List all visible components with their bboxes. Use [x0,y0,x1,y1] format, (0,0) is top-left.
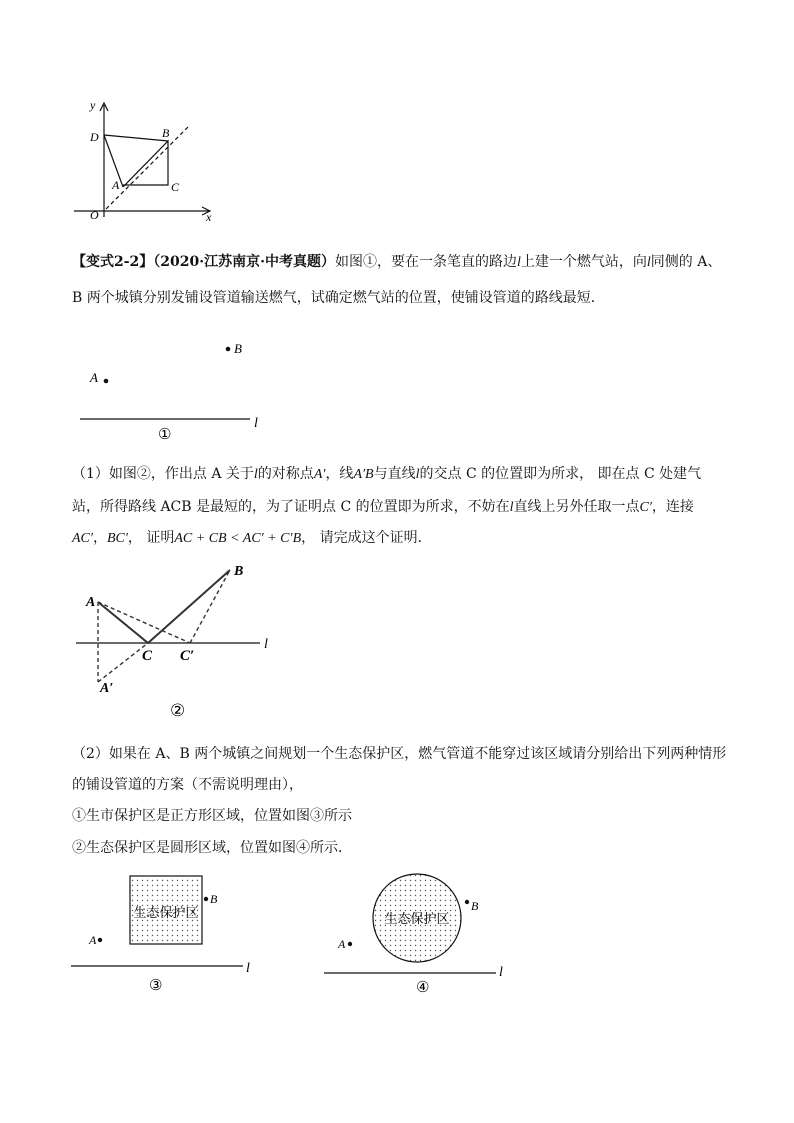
var-l: l [253,467,258,482]
part1-line-2 [72,497,732,518]
text: 站，所得路线 ACB 是最短的，为了证明点 C 的位置即为所求，不妨在 [72,499,510,515]
point-B [226,347,231,352]
segment-ACprime [98,602,190,643]
var-ACprime: AC′ [72,531,93,546]
point-A [98,938,102,942]
text: ， 请完成这个证明． [301,530,432,546]
segment-AprimeC [98,643,148,682]
figure-number: ② [170,701,186,720]
point-B [465,900,469,904]
label-l: l [254,416,258,431]
zone-label: 生态保护区 [384,912,450,927]
point-B [204,897,208,901]
part2-line-2: 的铺设管道的方案（不需说明理由）， [72,777,303,793]
problem-source: （2020·江苏南京·中考真题） [153,254,336,270]
label-y: y [90,98,96,112]
label-A: A [112,178,120,192]
var-l: l [517,255,521,270]
coordinate-figure [70,95,230,225]
figure-number: ④ [416,980,430,996]
problem-line-1 [72,252,732,273]
part2-line-3: ①生市保护区是正方形区域，位置如图③所示 [72,808,352,824]
figure-3 [65,868,265,998]
part2-line-4: ②生态保护区是圆形区域，位置如图④所示． [72,840,352,856]
text: 的交点 C 的位置即为所求， 即在点 C 处建气 [419,466,702,482]
label-B: B [210,892,218,906]
text: ，线 [325,466,354,482]
segment-ABC [123,141,168,187]
figure-number: ① [158,427,172,443]
inequality: AC + CB < AC′ + C′B [174,531,302,546]
part2-line-1: （2）如果在 A、B 两个城镇之间规划一个生态保护区，燃气管道不能穿过该区域请分别给出下列两种情形 [72,746,727,762]
label-C: C [171,180,180,194]
label-D: D [90,130,99,144]
label-A: A [338,937,346,951]
label-C: C [142,648,153,664]
text: 直线上另外任取一点 [513,499,640,515]
label-B: B [471,899,479,913]
problem-line-2: B 两个城镇分别发铺设管道输送燃气，试确定燃气站的位置，使铺设管道的路线最短． [72,290,605,306]
var-l: l [509,500,514,515]
text: 的对称点 [257,466,314,482]
var-C-prime: C′ [639,500,652,515]
part1-line-3 [72,528,732,549]
var-A-prime: A′ [313,467,326,482]
segment-DB [104,135,168,141]
problem-text-3: 同侧的 A、 [650,254,722,270]
problem-tag: 【变式2-2】 [72,254,154,270]
problem-text-2: 上建一个燃气站，向 [520,254,647,270]
text: ， 证明 [127,530,175,546]
label-l: l [264,637,268,652]
figure-2 [70,560,290,725]
text: （1）如图②，作出点 A 关于 [72,466,254,482]
figure-number: ③ [149,978,163,994]
var-BCprime: BC′ [106,531,128,546]
label-B: B [234,341,242,356]
problem-text-1: 如图①，要在一条笔直的路边 [335,254,518,270]
label-O: O [90,208,99,222]
figure-4 [318,868,518,998]
var-l: l [646,255,651,270]
label-l: l [499,965,503,980]
text: 与直线 [373,466,416,482]
zone-label: 生态保护区 [133,906,199,921]
label-A: A [86,595,96,610]
part1-line-1 [72,464,732,485]
label-A-prime: A′ [100,681,114,696]
var-l: l [415,467,420,482]
var-AprimeB: A′B [353,467,374,482]
text: ， [92,530,107,546]
label-l: l [246,961,250,976]
label-B: B [162,126,170,140]
label-x: x [206,210,212,224]
segment-CprimeB [190,570,230,643]
figure-1 [70,335,280,445]
label-A: A [89,933,97,947]
label-A: A [90,370,98,385]
label-B: B [234,564,244,579]
text: ，连接 [651,499,694,515]
point-A [348,942,352,946]
point-A [104,379,109,384]
label-C-prime: C′ [180,648,195,664]
